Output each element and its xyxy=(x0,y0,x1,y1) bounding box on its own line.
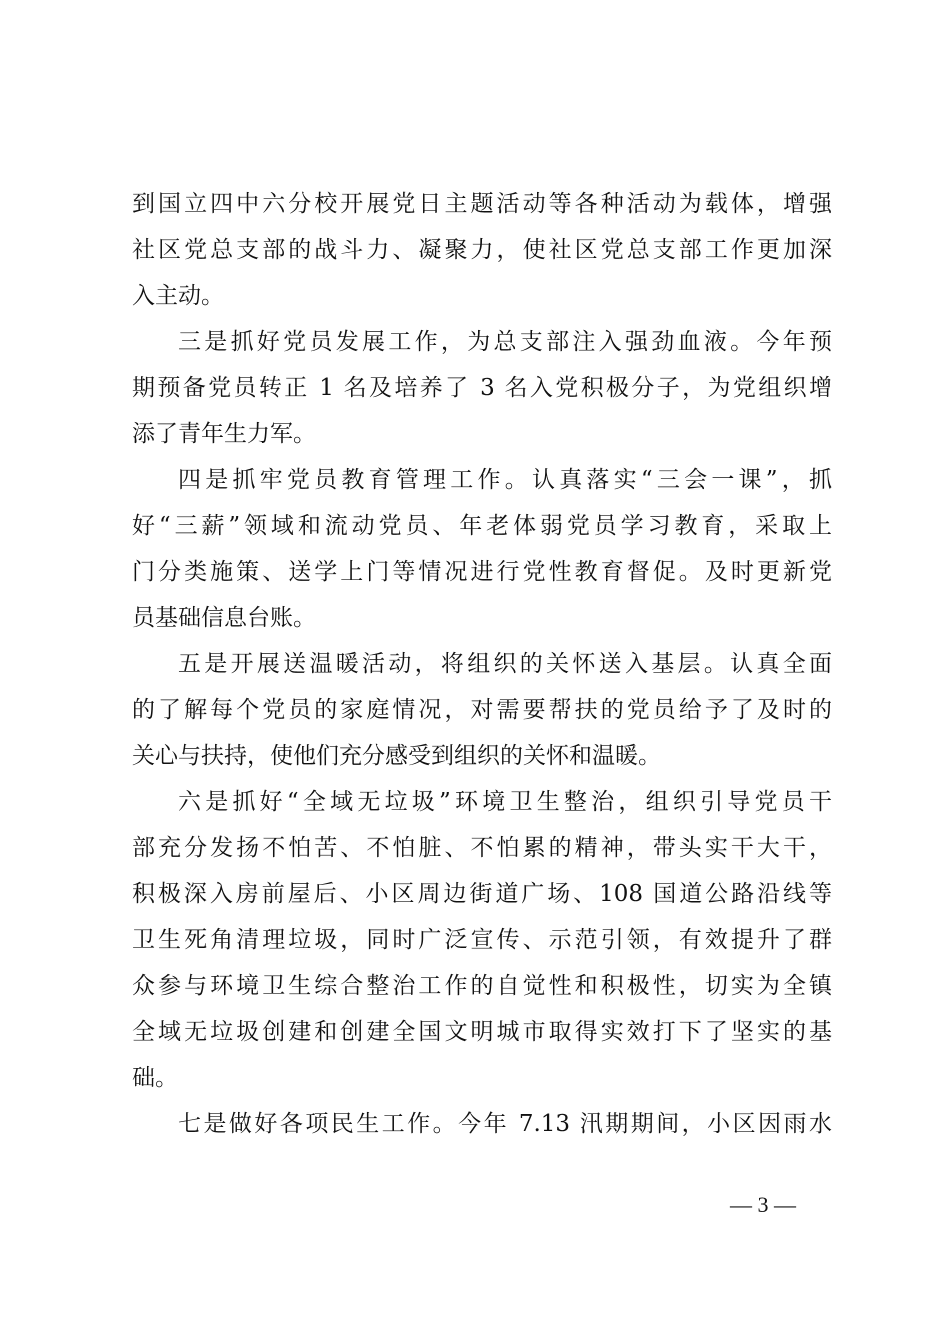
paragraph-line: 积极深入房前屋后、小区周边街道广场、108 国道公路沿线等 xyxy=(132,881,832,907)
paragraph-line: 三是抓好党员发展工作，为总支部注入强劲血液。今年预 xyxy=(178,329,832,355)
paragraph-line: 础。 xyxy=(132,1065,178,1091)
paragraph-line: 全域无垃圾创建和创建全国文明城市取得实效打下了坚实的基 xyxy=(132,1019,832,1045)
paragraph-line: 卫生死角清理垃圾，同时广泛宣传、示范引领，有效提升了群 xyxy=(132,927,832,953)
paragraph-line: 的了解每个党员的家庭情况，对需要帮扶的党员给予了及时的 xyxy=(132,697,832,723)
paragraph-line: 期预备党员转正 1 名及培养了 3 名入党积极分子，为党组织增 xyxy=(132,375,832,401)
paragraph-line: 五是开展送温暖活动，将组织的关怀送入基层。认真全面 xyxy=(178,651,832,677)
paragraph-line: 到国立四中六分校开展党日主题活动等各种活动为载体，增强 xyxy=(132,191,832,217)
paragraph-line: 门分类施策、送学上门等情况进行党性教育督促。及时更新党 xyxy=(132,559,832,585)
paragraph-line: 添了青年生力军。 xyxy=(132,421,316,447)
paragraph-line: 部充分发扬不怕苦、不怕脏、不怕累的精神，带头实干大干， xyxy=(132,835,832,861)
paragraph-line: 入主动。 xyxy=(132,283,224,309)
paragraph-line: 关心与扶持，使他们充分感受到组织的关怀和温暖。 xyxy=(132,743,661,769)
paragraph-line: 四是抓牢党员教育管理工作。认真落实“三会一课”，抓 xyxy=(178,467,832,493)
page-number: — 3 — xyxy=(730,1192,796,1217)
paragraph-line: 员基础信息台账。 xyxy=(132,605,316,631)
paragraph-line: 七是做好各项民生工作。今年 7.13 汛期期间，小区因雨水 xyxy=(178,1111,832,1137)
paragraph-line: 六是抓好“全域无垃圾”环境卫生整治，组织引导党员干 xyxy=(178,789,832,815)
paragraph-line: 好“三薪”领域和流动党员、年老体弱党员学习教育，采取上 xyxy=(132,513,832,539)
paragraph-line: 社区党总支部的战斗力、凝聚力，使社区党总支部工作更加深 xyxy=(132,237,832,263)
paragraph-line: 众参与环境卫生综合整治工作的自觉性和积极性，切实为全镇 xyxy=(132,973,832,999)
